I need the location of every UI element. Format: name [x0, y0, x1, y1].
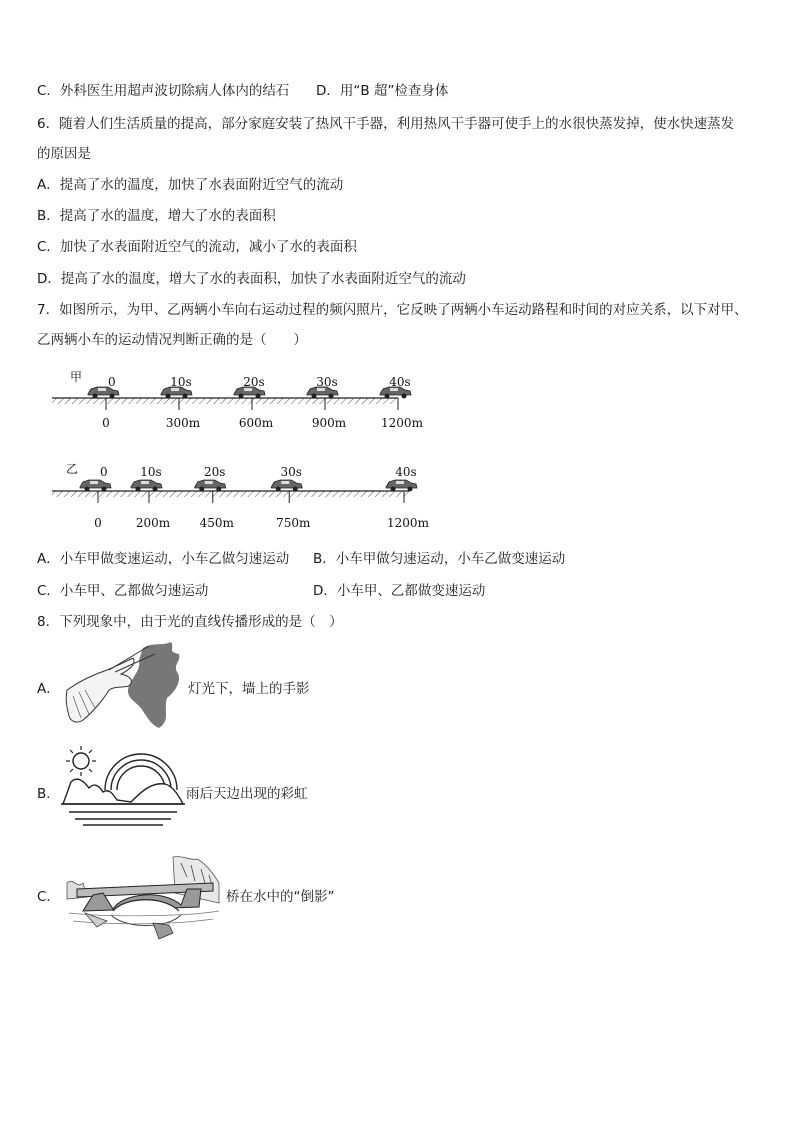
- yi-time-label-3: 30s: [280, 465, 302, 479]
- jia-time-label-4: 40s: [389, 375, 411, 389]
- q7-option-b: B．小车甲做匀速运动，小车乙做变速运动: [313, 551, 566, 567]
- q7-stem-line1: 7．如图所示，为甲、乙两辆小车向右运动过程的频闪照片，它反映了两辆小车运动路程和时间的对应关系，以下对甲、: [37, 302, 748, 318]
- yi-car-2: [195, 480, 226, 492]
- yi-distance-label-3: 750m: [276, 516, 311, 530]
- hand-shadow-image: [63, 640, 189, 732]
- yi-time-label-0: 0: [100, 465, 108, 479]
- jia-time-label-1: 10s: [170, 375, 192, 389]
- jia-distance-label-1: 300m: [165, 416, 201, 430]
- q6-option-a: A．提高了水的温度，加快了水表面附近空气的流动: [37, 177, 344, 193]
- jia-time-label-0: 0: [108, 375, 116, 389]
- jia-time-label-3: 30s: [316, 375, 338, 389]
- yi-car-3: [271, 480, 302, 492]
- ground-yi: [52, 491, 409, 497]
- yi-distance-label-4: 1200m: [387, 516, 429, 530]
- jia-distance-label-0: 0: [102, 416, 110, 430]
- yi-distance-label-1: 200m: [135, 516, 171, 530]
- q7-option-a: A．小车甲做变速运动，小车乙做匀速运动: [37, 551, 290, 567]
- yi-marks: [80, 465, 430, 530]
- q8-option-a-letter: A．: [37, 681, 60, 697]
- q8-option-c-letter: C．: [37, 889, 60, 905]
- q8-option-b-letter: B．: [37, 786, 60, 802]
- car-motion-figure: [40, 365, 430, 537]
- q6-stem-line1: 6．随着人们生活质量的提高，部分家庭安装了热风干手器，利用热风干手器可使手上的水很快蒸发掉，使水快速蒸发: [37, 116, 735, 132]
- q8-option-c-text: 桥在水中的“倒影”: [226, 889, 335, 905]
- q6-option-d: D．提高了水的温度，增大了水的表面积，加快了水表面附近空气的流动: [37, 271, 466, 287]
- yi-car-0: [80, 480, 111, 492]
- q5-option-d: D．用“B 超”检查身体: [316, 83, 449, 99]
- jia-distance-label-2: 600m: [238, 416, 274, 430]
- yi-distance-label-2: 450m: [199, 516, 234, 530]
- q7-option-d: D．小车甲、乙都做变速运动: [313, 583, 486, 599]
- rainbow-image: [61, 742, 186, 826]
- yi-car-4: [386, 480, 417, 492]
- q6-option-b: B．提高了水的温度，增大了水的表面积: [37, 208, 276, 224]
- yi-time-label-1: 10s: [140, 465, 162, 479]
- yi-time-label-4: 40s: [395, 465, 417, 479]
- q7-stem-line2: 乙两辆小车的运动情况判断正确的是（ ）: [37, 332, 307, 348]
- yi-time-label-2: 20s: [204, 465, 226, 479]
- jia-distance-label-4: 1200m: [381, 416, 423, 430]
- q8-option-a-text: 灯光下，墙上的手影: [188, 681, 310, 697]
- yi-distance-label-0: 0: [94, 516, 102, 530]
- q8-option-b-text: 雨后天边出现的彩虹: [186, 786, 308, 802]
- q6-stem-line2: 的原因是: [37, 146, 91, 162]
- q5-option-c: C．外科医生用超声波切除病人体内的结石: [37, 83, 290, 99]
- jia-time-label-2: 20s: [243, 375, 265, 389]
- bridge-reflection-image: [63, 853, 223, 941]
- yi-car-1: [131, 480, 162, 492]
- label-jia: 甲: [70, 370, 83, 384]
- label-yi: 乙: [66, 462, 79, 476]
- jia-distance-label-3: 900m: [311, 416, 347, 430]
- ground-jia: [52, 398, 398, 404]
- q7-option-c: C．小车甲、乙都做匀速运动: [37, 583, 209, 599]
- q6-option-c: C．加快了水表面附近空气的流动，减小了水的表面积: [37, 239, 357, 255]
- q8-stem: 8．下列现象中，由于光的直线传播形成的是（ ）: [37, 614, 343, 630]
